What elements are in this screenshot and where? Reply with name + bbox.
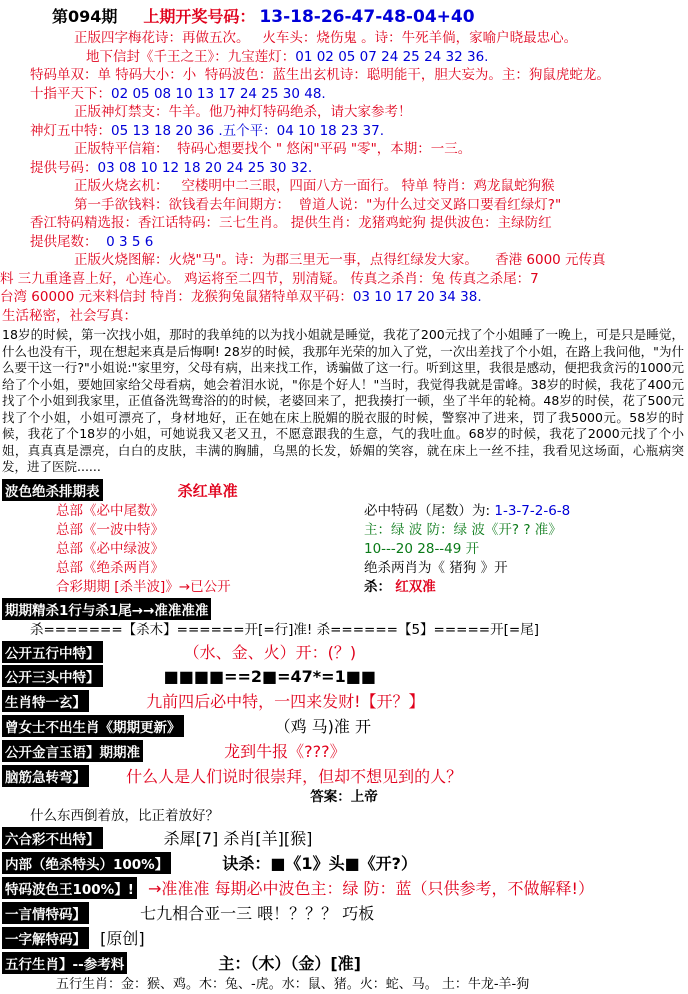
top-line-3-left: 十指平天下： [30, 85, 111, 102]
mid-bar-15: 五行生肖】--参考料 [2, 952, 127, 974]
top-line-1-right: 01 02 05 07 24 25 24 32 36. [295, 48, 489, 65]
mid-bar-11: 内部（绝杀特头）100%】 [2, 852, 171, 874]
wave-table [0, 502, 688, 597]
top-line-11-right: 0 3 5 6 [106, 233, 154, 250]
top-line-14-right: 03 10 17 20 34 38. [352, 289, 482, 305]
table-row [0, 521, 688, 540]
mid-bar-0: 期期精杀1行与杀1尾→→准准准准 [2, 598, 211, 620]
top-line-5-right: 05 13 18 20 36 .五个平：04 10 18 23 37. [111, 122, 384, 139]
wave-row-2-right: 10---20 28--49 开 [364, 540, 480, 557]
top-line-11-left: 提供尾数： [30, 233, 98, 250]
mid-row-2 [0, 639, 688, 664]
mid-row-15 [0, 950, 688, 975]
wave-section-header [0, 478, 688, 502]
mid-row-0 [0, 597, 688, 621]
top-line-3 [0, 85, 688, 104]
prize-label: 上期开奖号码： [143, 7, 256, 26]
mid-row-4 [0, 688, 688, 713]
top-line-14-left: 台湾 60000 元来料信封 特肖：龙猴狗兔鼠猪特单双平码： [0, 289, 353, 305]
top-line-1-left: 地下信封《千王之王》：九宝莲灯： [86, 48, 296, 65]
top-line-8-right: 空楼明中二三眼，四面八方一面行。 特单 特肖：鸡龙鼠蛇狗猴 [181, 178, 555, 194]
top-line-10-left: 香江特码精选报：香江话特码：三七生肖。 提供生肖：龙猪鸡蛇狗 提供波色：主绿防红 [30, 215, 552, 231]
top-line-0-left: 正版四字梅花诗： [74, 30, 182, 46]
life-secret-title: 生活秘密，社会写真： [2, 307, 137, 324]
mid-bar-13: 一言情特码】 [2, 902, 89, 924]
wave-row-2-left: 总部《必中绿波》 [56, 540, 164, 557]
wave-row-3-right: 绝杀两肖为《 猪狗 》开 [364, 559, 508, 576]
wave-row-3-left: 总部《绝杀两肖》 [56, 559, 164, 576]
top-line-6-left: 正版特平信箱： [74, 141, 169, 157]
answer-value: 上帝 [350, 789, 378, 805]
mid-row-6 [0, 738, 688, 763]
wave-section-bar: 波色绝杀排期表 [2, 479, 103, 501]
mid-row-11 [0, 850, 688, 875]
footer-line: 五行生肖：金：猴、鸡。木：兔、-虎。水：鼠、猪。火：蛇、马。 土：牛龙-羊-狗 [56, 977, 530, 992]
top-line-7-left: 提供号码： [30, 159, 98, 176]
mid-bar-14: 一字解特码】 [2, 927, 89, 949]
top-line-0-mid: 再做五次。 [182, 30, 250, 46]
top-line-4-left: 正版神灯禁支：牛羊。他乃神灯特码绝杀，请大家参考！ [74, 104, 412, 120]
mid-row-13 [0, 900, 688, 925]
wave-row-0-right-black: 必中特码（尾数）为: [364, 502, 491, 519]
top-line-0-right2: 牛死羊倘，家喻户晓最忠心。 [401, 30, 578, 46]
top-line-0-right1: 火车头：烧伤鬼 。诗： [262, 30, 402, 46]
top-line-12-right: 香港 6000 元传真 [495, 252, 606, 268]
top-line-9-left: 第一手欲钱料：欲钱看去年间期方： [74, 196, 290, 213]
wave-row-1-left: 总部《一波中特》 [56, 521, 164, 538]
mid-text-4: 九前四后必中特，一四来发财!【开？】 [146, 692, 425, 711]
wave-row-4-label: 杀： [364, 578, 391, 595]
mid-lines-block [0, 597, 688, 976]
mid-text-3: ■■■■==2■=47*=1■■ [163, 667, 376, 686]
mid-bar-10: 六合彩不出特】 [2, 827, 103, 849]
wave-row-0-left: 总部《必中尾数》 [56, 502, 164, 519]
table-row [0, 540, 688, 559]
top-line-7-right: 03 08 10 12 18 20 24 25 30 32. [97, 159, 313, 176]
mid-row-12 [0, 875, 688, 900]
mid-bar-6: 公开金言玉语】期期准 [2, 740, 143, 762]
top-line-5-left: 神灯五中特： [30, 122, 111, 139]
mid-text-2: （水、金、火）开：(？) [183, 643, 357, 662]
top-line-8 [0, 177, 688, 196]
mid-bar-5: 曾女士不出生肖《期期更新》 [2, 715, 184, 737]
top-line-11 [0, 233, 688, 252]
top-line-2 [0, 66, 688, 85]
mid-bar-2: 公开五行中特】 [2, 641, 103, 663]
top-line-4 [0, 103, 688, 122]
wave-row-0-right-blue: 1-3-7-2-6-8 [494, 502, 571, 519]
table-row [0, 502, 688, 521]
mid-row-9: 什么东西倒着放，比正着放好？ [30, 807, 219, 824]
top-line-2-left: 特码单双：单 特码大小：小 特码波色：蓝生出玄机诗：聪明能干，胆大妄为。主：狗鼠虎蛇龙。 [30, 67, 610, 83]
top-line-9-right: 曾道人说："为什么过交叉路口要看红绿灯?" [298, 196, 562, 213]
mid-bar-12: 特码波色王100%】! [2, 877, 137, 899]
mid-text-7: 什么人是人们说时很崇拜，但却不想见到的人？ [126, 767, 463, 786]
top-line-6 [0, 140, 688, 159]
mid-text-15: 主：（木）（金）[准] [218, 954, 361, 973]
top-line-12-left: 正版火烧图解：火烧"马"。诗：为郡三里无一事，点得红绿发大家。 [74, 252, 478, 268]
wave-section-title: 杀红单准 [177, 481, 238, 500]
top-line-12 [0, 251, 688, 270]
top-line-3-right: 02 05 08 10 13 17 24 25 30 48. [111, 85, 326, 102]
mid-bar-3: 公开三头中特】 [2, 665, 103, 687]
wave-row-4-value: 红双准 [395, 578, 436, 595]
mid-row-7 [0, 763, 688, 788]
answer-label: 答案： [310, 789, 351, 805]
mid-row-14 [0, 925, 688, 950]
top-line-1 [0, 48, 688, 67]
wave-row-4-left: 合彩期期 [杀半波]》→已公开 [56, 578, 231, 595]
top-line-10 [0, 214, 688, 233]
mid-row-5 [0, 713, 688, 738]
table-row [0, 559, 688, 578]
mid-bar-7: 脑筋急转弯】 [2, 765, 89, 787]
mid-text-10: 杀犀[7] 杀肖[羊][猴] [163, 829, 313, 848]
top-line-7 [0, 159, 688, 178]
top-line-8-left: 正版火烧玄机： [74, 178, 169, 194]
issue-number: 第094期 [52, 7, 118, 26]
top-line-14 [0, 288, 688, 307]
mid-bar-4: 生肖特一玄】 [2, 690, 89, 712]
mid-text-14: [原创] [100, 929, 145, 948]
top-lines-block [0, 29, 688, 307]
winning-numbers: 13-18-26-47-48-04+40 [259, 7, 475, 27]
mid-text-6: 龙到牛报《???》 [224, 742, 346, 761]
mid-row-1: 杀=======【杀木】======开[=行]准! 杀======【5】=====开[=尾] [30, 621, 539, 638]
top-line-9 [0, 196, 688, 215]
table-row [0, 578, 688, 597]
wave-row-4-right [356, 578, 688, 597]
mid-text-5: （鸡 马)准 开 [274, 717, 372, 736]
top-line-0 [0, 29, 688, 48]
top-line-6-right: 特码心想要找个 " 悠闲"平码 "零"，本期：一三。 [177, 141, 472, 157]
mid-text-12: →准准准 每期必中波色主：绿 防：蓝（只供参考，不做解释!） [147, 879, 594, 898]
wave-row-0-right [356, 502, 688, 521]
mid-row-10 [0, 825, 688, 850]
mid-row-8 [0, 788, 688, 807]
top-line-13-left: 料 三九重逢喜上好，心连心。 鸡运将至二四节，别清疑。 传真之杀肖：兔 传真之杀尾：7 [0, 270, 539, 287]
wave-row-1-right: 主：绿 波 防：绿 波《开? ? 准》 [364, 521, 562, 538]
mid-text-11: 诀杀：■《1》头■《开?） [222, 854, 417, 873]
mid-row-3 [0, 664, 688, 688]
top-line-13 [0, 270, 688, 289]
top-line-5 [0, 122, 688, 141]
mid-text-13: 七九相合亚一三 喂！？？？ 巧板 [140, 904, 375, 923]
page-header [0, 0, 688, 29]
story-paragraph: 18岁的时候，第一次找小姐，那时的我单纯的以为找小姐就是睡觉，我花了200元找了个小姐睡了一晚上，可是只是睡觉，什么也没有干，现在想起来真是后悔啊! 28岁的时候，我那年光荣的加入了党，一次出差找了个小姐，在路上我问他，"为什么要干这一行?"小姐说:"家里穷，父母有病，出来找工作，诱骗做了这一行。听到这里，我很是感动，便把我贪污的1000元给了个小姐，要她回家给父母看病，她会着泪水说，"你是个好人！"当时，我觉得我就是雷峰。38岁的时候，我花了400元找了个小姐到我家里，正值备洗鸳鸯浴的的时候，老婆回来了，把我揍打一顿，坐了半年的轮椅。48岁的时侯，花了500元找了个小姐，小姐可漂亮了，身材地好，正在她在床上脱媚的脱衣服的时候，警察冲了进来，罚了我5000元。58岁的时候，我花了个18岁的小姐，可她说我又老又丑，不愿意跟我的生意，气的我吐血。68岁的时候，我花了2000元找了个小姐，真真真是漂亮，白白的皮肤，丰满的胸脯，乌黑的长发，娇媚的笑容，就在床上一丝不挂，我看见这场面，心瓶病突发，进了医院...... [2, 327, 684, 474]
